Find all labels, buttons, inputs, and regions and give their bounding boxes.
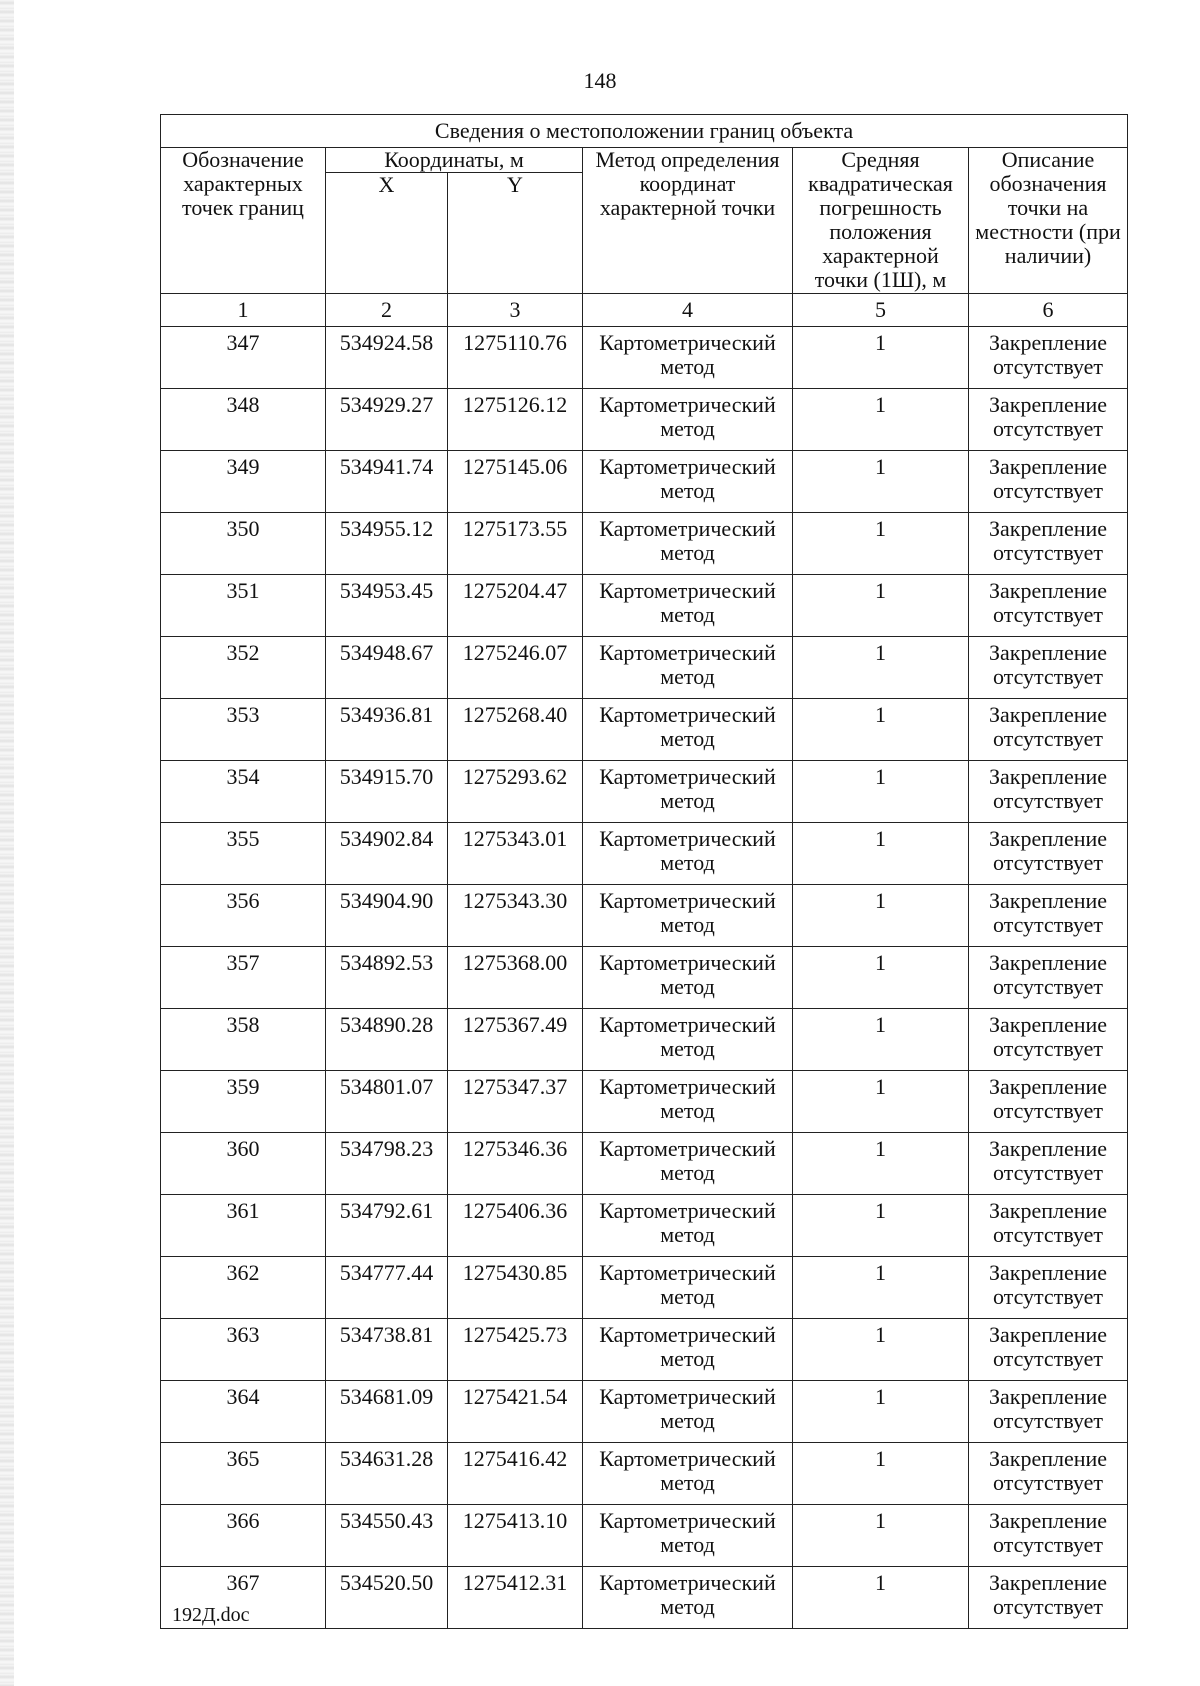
point-id-cell: 353 [161,699,326,761]
column-number: 5 [793,294,969,327]
description-cell: Закрепление отсутствует [969,1257,1128,1319]
scan-edge [0,0,14,1686]
x-coordinate-cell: 534738.81 [326,1319,448,1381]
description-cell: Закрепление отсутствует [969,451,1128,513]
table-row [161,823,1128,885]
x-coordinate-cell: 534904.90 [326,885,448,947]
description-cell: Закрепление отсутствует [969,761,1128,823]
table-row [161,1319,1128,1381]
x-coordinate-cell: 534801.07 [326,1071,448,1133]
table-row [161,637,1128,699]
y-coordinate-cell: 1275346.36 [448,1133,583,1195]
description-cell: Закрепление отсутствует [969,389,1128,451]
y-coordinate-cell: 1275268.40 [448,699,583,761]
table-row [161,1381,1128,1443]
error-cell: 1 [793,885,969,947]
x-coordinate-cell: 534936.81 [326,699,448,761]
point-id-cell: 350 [161,513,326,575]
error-cell: 1 [793,1443,969,1505]
table-row [161,1071,1128,1133]
header-coordinates: Координаты, м [326,148,583,173]
method-cell: Картометрический метод [583,1567,793,1629]
column-number: 2 [326,294,448,327]
y-coordinate-cell: 1275367.49 [448,1009,583,1071]
table-row [161,575,1128,637]
y-coordinate-cell: 1275416.42 [448,1443,583,1505]
x-coordinate-cell: 534681.09 [326,1381,448,1443]
table-row [161,1133,1128,1195]
description-cell: Закрепление отсутствует [969,1505,1128,1567]
error-cell: 1 [793,1381,969,1443]
error-cell: 1 [793,575,969,637]
error-cell: 1 [793,947,969,1009]
point-id-cell: 363 [161,1319,326,1381]
x-coordinate-cell: 534948.67 [326,637,448,699]
error-cell: 1 [793,1567,969,1629]
table-row [161,327,1128,389]
y-coordinate-cell: 1275126.12 [448,389,583,451]
method-cell: Картометрический метод [583,699,793,761]
method-cell: Картометрический метод [583,513,793,575]
y-coordinate-cell: 1275421.54 [448,1381,583,1443]
method-cell: Картометрический метод [583,1443,793,1505]
x-coordinate-cell: 534520.50 [326,1567,448,1629]
column-number: 4 [583,294,793,327]
point-id-cell: 366 [161,1505,326,1567]
x-coordinate-cell: 534631.28 [326,1443,448,1505]
table-row [161,389,1128,451]
method-cell: Картометрический метод [583,1009,793,1071]
description-cell: Закрепление отсутствует [969,1319,1128,1381]
error-cell: 1 [793,637,969,699]
point-id-cell: 360 [161,1133,326,1195]
error-cell: 1 [793,1505,969,1567]
point-id-cell: 359 [161,1071,326,1133]
error-cell: 1 [793,1009,969,1071]
point-id-cell: 355 [161,823,326,885]
table-row [161,885,1128,947]
method-cell: Картометрический метод [583,1505,793,1567]
description-cell: Закрепление отсутствует [969,575,1128,637]
error-cell: 1 [793,1195,969,1257]
y-coordinate-cell: 1275430.85 [448,1257,583,1319]
y-coordinate-cell: 1275343.30 [448,885,583,947]
table-row [161,947,1128,1009]
error-cell: 1 [793,761,969,823]
description-cell: Закрепление отсутствует [969,885,1128,947]
description-cell: Закрепление отсутствует [969,823,1128,885]
method-cell: Картометрический метод [583,1195,793,1257]
header-y: Y [448,173,583,294]
column-number: 3 [448,294,583,327]
boundary-coordinates-table [160,114,1128,1629]
method-cell: Картометрический метод [583,947,793,1009]
y-coordinate-cell: 1275204.47 [448,575,583,637]
description-cell: Закрепление отсутствует [969,1567,1128,1629]
y-coordinate-cell: 1275110.76 [448,327,583,389]
point-id-cell: 362 [161,1257,326,1319]
y-coordinate-cell: 1275425.73 [448,1319,583,1381]
point-id-cell: 348 [161,389,326,451]
method-cell: Картометрический метод [583,637,793,699]
table-row [161,451,1128,513]
description-cell: Закрепление отсутствует [969,513,1128,575]
description-cell: Закрепление отсутствует [969,699,1128,761]
y-coordinate-cell: 1275343.01 [448,823,583,885]
description-cell: Закрепление отсутствует [969,947,1128,1009]
method-cell: Картометрический метод [583,327,793,389]
point-id-cell: 354 [161,761,326,823]
method-cell: Картометрический метод [583,1319,793,1381]
x-coordinate-cell: 534915.70 [326,761,448,823]
table-row [161,1257,1128,1319]
column-number: 6 [969,294,1128,327]
description-cell: Закрепление отсутствует [969,1443,1128,1505]
header-error: Средняя квадратическая погрешность положения характерной точки (1Ш), м [793,148,969,294]
description-cell: Закрепление отсутствует [969,1009,1128,1071]
error-cell: 1 [793,451,969,513]
error-cell: 1 [793,327,969,389]
x-coordinate-cell: 534941.74 [326,451,448,513]
description-cell: Закрепление отсутствует [969,1071,1128,1133]
description-cell: Закрепление отсутствует [969,1133,1128,1195]
header-description: Описание обозначения точки на местности (при наличии) [969,148,1128,294]
y-coordinate-cell: 1275293.62 [448,761,583,823]
x-coordinate-cell: 534792.61 [326,1195,448,1257]
y-coordinate-cell: 1275347.37 [448,1071,583,1133]
x-coordinate-cell: 534953.45 [326,575,448,637]
column-number: 1 [161,294,326,327]
y-coordinate-cell: 1275412.31 [448,1567,583,1629]
point-id-cell: 349 [161,451,326,513]
error-cell: 1 [793,513,969,575]
table-row [161,761,1128,823]
page-number: 148 [583,68,617,93]
error-cell: 1 [793,1071,969,1133]
description-cell: Закрепление отсутствует [969,327,1128,389]
point-id-cell: 351 [161,575,326,637]
error-cell: 1 [793,1133,969,1195]
method-cell: Картометрический метод [583,389,793,451]
x-coordinate-cell: 534955.12 [326,513,448,575]
x-coordinate-cell: 534550.43 [326,1505,448,1567]
table-row [161,1195,1128,1257]
header-x: X [326,173,448,294]
x-coordinate-cell: 534924.58 [326,327,448,389]
y-coordinate-cell: 1275173.55 [448,513,583,575]
x-coordinate-cell: 534892.53 [326,947,448,1009]
point-id-cell: 365 [161,1443,326,1505]
table-row [161,699,1128,761]
description-cell: Закрепление отсутствует [969,1381,1128,1443]
method-cell: Картометрический метод [583,1381,793,1443]
point-id-cell: 367 [161,1567,326,1629]
point-id-cell: 358 [161,1009,326,1071]
description-cell: Закрепление отсутствует [969,1195,1128,1257]
method-cell: Картометрический метод [583,451,793,513]
y-coordinate-cell: 1275246.07 [448,637,583,699]
method-cell: Картометрический метод [583,1071,793,1133]
footer-filename: 192Д.doc [172,1604,250,1626]
method-cell: Картометрический метод [583,1133,793,1195]
table-row [161,513,1128,575]
point-id-cell: 347 [161,327,326,389]
x-coordinate-cell: 534890.28 [326,1009,448,1071]
point-id-cell: 364 [161,1381,326,1443]
error-cell: 1 [793,699,969,761]
table-row [161,1505,1128,1567]
error-cell: 1 [793,823,969,885]
y-coordinate-cell: 1275145.06 [448,451,583,513]
error-cell: 1 [793,389,969,451]
y-coordinate-cell: 1275413.10 [448,1505,583,1567]
method-cell: Картометрический метод [583,761,793,823]
method-cell: Картометрический метод [583,823,793,885]
table-row [161,1009,1128,1071]
x-coordinate-cell: 534798.23 [326,1133,448,1195]
header-designation: Обозначение характерных точек границ [161,148,326,294]
method-cell: Картометрический метод [583,885,793,947]
y-coordinate-cell: 1275406.36 [448,1195,583,1257]
x-coordinate-cell: 534777.44 [326,1257,448,1319]
method-cell: Картометрический метод [583,1257,793,1319]
y-coordinate-cell: 1275368.00 [448,947,583,1009]
table-title: Сведения о местоположении границ объекта [161,115,1128,148]
point-id-cell: 356 [161,885,326,947]
error-cell: 1 [793,1319,969,1381]
header-method: Метод определения координат характерной точки [583,148,793,294]
point-id-cell: 357 [161,947,326,1009]
description-cell: Закрепление отсутствует [969,637,1128,699]
table-row [161,1567,1128,1629]
column-numbers-row [161,294,1128,327]
x-coordinate-cell: 534902.84 [326,823,448,885]
method-cell: Картометрический метод [583,575,793,637]
point-id-cell: 352 [161,637,326,699]
table-row [161,1443,1128,1505]
point-id-cell: 361 [161,1195,326,1257]
error-cell: 1 [793,1257,969,1319]
x-coordinate-cell: 534929.27 [326,389,448,451]
